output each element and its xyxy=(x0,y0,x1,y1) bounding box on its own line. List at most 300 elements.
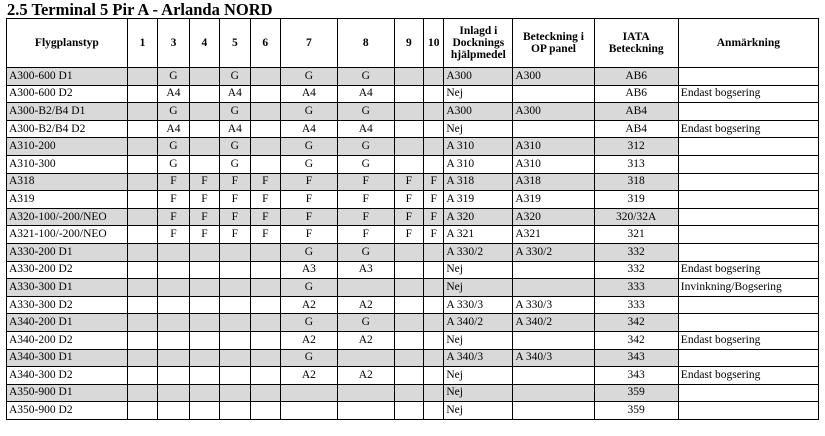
cell-gate-5 xyxy=(220,349,250,367)
cell-gate-10 xyxy=(424,261,444,279)
cell-iata: 333 xyxy=(594,296,678,314)
cell-gate-10 xyxy=(424,349,444,367)
cell-aircraft-type: A321-100/-200/NEO xyxy=(7,226,128,244)
cell-gate-6 xyxy=(250,103,280,121)
cell-gate-8 xyxy=(337,384,394,402)
cell-docking-aid: A 310 xyxy=(444,155,513,173)
cell-gate-5 xyxy=(220,367,250,385)
cell-op-panel: A320 xyxy=(513,208,594,226)
cell-gate-5: F xyxy=(220,226,250,244)
cell-gate-10: F xyxy=(424,191,444,209)
cell-gate-4 xyxy=(189,349,219,367)
cell-aircraft-type: A330-200 D2 xyxy=(7,261,128,279)
cell-iata: 313 xyxy=(594,155,678,173)
cell-op-panel: A 330/2 xyxy=(513,243,594,261)
cell-gate-1 xyxy=(127,261,157,279)
cell-gate-4 xyxy=(189,120,219,138)
cell-gate-10 xyxy=(424,243,444,261)
cell-gate-9 xyxy=(394,120,423,138)
cell-op-panel xyxy=(513,402,594,420)
cell-aircraft-type: A330-200 D1 xyxy=(7,243,128,261)
cell-gate-8: A4 xyxy=(337,85,394,103)
cell-gate-8 xyxy=(337,279,394,297)
cell-gate-9: F xyxy=(394,226,423,244)
cell-gate-3: A4 xyxy=(158,85,189,103)
cell-docking-aid: Nej xyxy=(444,367,513,385)
cell-gate-10 xyxy=(424,279,444,297)
cell-iata: AB6 xyxy=(594,68,678,86)
cell-gate-3 xyxy=(158,331,189,349)
cell-gate-8: G xyxy=(337,155,394,173)
table-row xyxy=(7,208,819,226)
cell-gate-7: G xyxy=(280,68,337,86)
cell-gate-8: F xyxy=(337,208,394,226)
header-row xyxy=(7,19,819,68)
cell-gate-8: A2 xyxy=(337,367,394,385)
cell-gate-6 xyxy=(250,261,280,279)
cell-gate-7: F xyxy=(280,191,337,209)
cell-gate-6 xyxy=(250,120,280,138)
header-gate-1: 1 xyxy=(127,19,157,68)
cell-docking-aid: Nej xyxy=(444,279,513,297)
cell-gate-3: F xyxy=(158,191,189,209)
cell-gate-8: F xyxy=(337,226,394,244)
cell-gate-6 xyxy=(250,243,280,261)
cell-gate-10 xyxy=(424,402,444,420)
cell-gate-4: F xyxy=(189,208,219,226)
cell-iata: 333 xyxy=(594,279,678,297)
cell-gate-7: G xyxy=(280,155,337,173)
cell-gate-5: G xyxy=(220,155,250,173)
cell-remark: Endast bogsering xyxy=(678,331,818,349)
cell-op-panel xyxy=(513,120,594,138)
cell-gate-6 xyxy=(250,367,280,385)
cell-gate-5 xyxy=(220,331,250,349)
cell-op-panel: A 340/2 xyxy=(513,314,594,332)
cell-gate-3 xyxy=(158,349,189,367)
cell-gate-6 xyxy=(250,138,280,156)
cell-iata: 359 xyxy=(594,402,678,420)
header-gate-4: 4 xyxy=(189,19,219,68)
cell-gate-3: A4 xyxy=(158,120,189,138)
cell-gate-5 xyxy=(220,314,250,332)
cell-gate-5: A4 xyxy=(220,120,250,138)
gate-compatibility-table xyxy=(6,18,819,420)
cell-gate-9 xyxy=(394,85,423,103)
table-row xyxy=(7,138,819,156)
cell-gate-7: G xyxy=(280,243,337,261)
cell-gate-1 xyxy=(127,384,157,402)
cell-gate-1 xyxy=(127,226,157,244)
cell-gate-8: A3 xyxy=(337,261,394,279)
cell-aircraft-type: A310-200 xyxy=(7,138,128,156)
cell-aircraft-type: A300-600 D1 xyxy=(7,68,128,86)
cell-gate-1 xyxy=(127,103,157,121)
cell-gate-1 xyxy=(127,402,157,420)
cell-gate-8: F xyxy=(337,173,394,191)
cell-gate-10 xyxy=(424,331,444,349)
cell-aircraft-type: A340-200 D1 xyxy=(7,314,128,332)
cell-op-panel: A300 xyxy=(513,103,594,121)
cell-gate-7: F xyxy=(280,208,337,226)
cell-gate-7: A2 xyxy=(280,296,337,314)
cell-remark xyxy=(678,208,818,226)
cell-remark xyxy=(678,384,818,402)
cell-gate-5: G xyxy=(220,68,250,86)
cell-iata: 359 xyxy=(594,384,678,402)
table-row xyxy=(7,367,819,385)
cell-gate-4 xyxy=(189,85,219,103)
cell-aircraft-type: A340-300 D2 xyxy=(7,367,128,385)
cell-remark: Endast bogsering xyxy=(678,367,818,385)
cell-remark xyxy=(678,68,818,86)
cell-op-panel xyxy=(513,331,594,349)
cell-gate-8: A4 xyxy=(337,120,394,138)
cell-gate-7 xyxy=(280,402,337,420)
cell-gate-9 xyxy=(394,402,423,420)
cell-remark xyxy=(678,402,818,420)
cell-docking-aid: A 330/2 xyxy=(444,243,513,261)
cell-remark xyxy=(678,155,818,173)
cell-gate-6 xyxy=(250,296,280,314)
cell-gate-8: A2 xyxy=(337,296,394,314)
cell-remark xyxy=(678,226,818,244)
header-remark: Anmärkning xyxy=(678,19,818,68)
cell-remark xyxy=(678,314,818,332)
cell-gate-1 xyxy=(127,243,157,261)
cell-gate-4 xyxy=(189,296,219,314)
table-row xyxy=(7,173,819,191)
cell-gate-3 xyxy=(158,261,189,279)
cell-gate-7 xyxy=(280,384,337,402)
cell-gate-10 xyxy=(424,155,444,173)
cell-aircraft-type: A300-600 D2 xyxy=(7,85,128,103)
cell-gate-9 xyxy=(394,279,423,297)
header-iata: IATA Beteckning xyxy=(594,19,678,68)
cell-gate-9 xyxy=(394,296,423,314)
cell-gate-3: G xyxy=(158,103,189,121)
cell-gate-3 xyxy=(158,279,189,297)
cell-docking-aid: Nej xyxy=(444,384,513,402)
cell-gate-9 xyxy=(394,384,423,402)
cell-docking-aid: A300 xyxy=(444,68,513,86)
cell-remark xyxy=(678,138,818,156)
cell-gate-7: A4 xyxy=(280,120,337,138)
table-row xyxy=(7,296,819,314)
cell-gate-5 xyxy=(220,279,250,297)
cell-op-panel: A321 xyxy=(513,226,594,244)
cell-gate-10: F xyxy=(424,208,444,226)
document-title: 2.5 Terminal 5 Pir A - Arlanda NORD xyxy=(7,0,273,19)
cell-gate-5: G xyxy=(220,103,250,121)
cell-gate-7: G xyxy=(280,314,337,332)
cell-gate-4 xyxy=(189,402,219,420)
cell-gate-1 xyxy=(127,367,157,385)
cell-gate-4 xyxy=(189,138,219,156)
cell-gate-8: G xyxy=(337,68,394,86)
cell-docking-aid: Nej xyxy=(444,261,513,279)
cell-gate-1 xyxy=(127,173,157,191)
cell-op-panel xyxy=(513,261,594,279)
cell-docking-aid: A 318 xyxy=(444,173,513,191)
table-row xyxy=(7,279,819,297)
table-row xyxy=(7,191,819,209)
cell-gate-10 xyxy=(424,384,444,402)
cell-gate-4 xyxy=(189,155,219,173)
cell-remark xyxy=(678,191,818,209)
cell-gate-1 xyxy=(127,349,157,367)
cell-gate-3 xyxy=(158,402,189,420)
cell-op-panel: A310 xyxy=(513,138,594,156)
cell-gate-3 xyxy=(158,296,189,314)
cell-iata: AB4 xyxy=(594,103,678,121)
cell-iata: 343 xyxy=(594,367,678,385)
cell-gate-1 xyxy=(127,191,157,209)
cell-gate-6: F xyxy=(250,191,280,209)
cell-gate-6 xyxy=(250,85,280,103)
cell-iata: 332 xyxy=(594,243,678,261)
cell-iata: 342 xyxy=(594,331,678,349)
cell-gate-1 xyxy=(127,155,157,173)
cell-gate-6 xyxy=(250,331,280,349)
cell-gate-3: F xyxy=(158,226,189,244)
header-gate-5: 5 xyxy=(220,19,250,68)
cell-gate-6: F xyxy=(250,226,280,244)
table-row xyxy=(7,103,819,121)
cell-gate-9 xyxy=(394,349,423,367)
header-gate-10: 10 xyxy=(424,19,444,68)
cell-gate-3: G xyxy=(158,155,189,173)
cell-gate-1 xyxy=(127,68,157,86)
table-row xyxy=(7,243,819,261)
cell-gate-8 xyxy=(337,349,394,367)
cell-iata: AB6 xyxy=(594,85,678,103)
cell-op-panel: A310 xyxy=(513,155,594,173)
cell-gate-10 xyxy=(424,85,444,103)
table-row xyxy=(7,314,819,332)
header-gate-9: 9 xyxy=(394,19,423,68)
cell-gate-9 xyxy=(394,103,423,121)
cell-gate-7: A4 xyxy=(280,85,337,103)
cell-op-panel: A300 xyxy=(513,68,594,86)
cell-gate-6: F xyxy=(250,173,280,191)
cell-aircraft-type: A300-B2/B4 D2 xyxy=(7,120,128,138)
cell-gate-9 xyxy=(394,243,423,261)
cell-gate-3 xyxy=(158,367,189,385)
cell-gate-8 xyxy=(337,402,394,420)
cell-docking-aid: Nej xyxy=(444,85,513,103)
cell-gate-10: F xyxy=(424,226,444,244)
cell-gate-7: G xyxy=(280,138,337,156)
cell-gate-3: G xyxy=(158,138,189,156)
cell-remark: Endast bogsering xyxy=(678,85,818,103)
cell-gate-4 xyxy=(189,331,219,349)
cell-docking-aid: A 321 xyxy=(444,226,513,244)
cell-gate-1 xyxy=(127,120,157,138)
cell-gate-5: F xyxy=(220,191,250,209)
cell-gate-5 xyxy=(220,384,250,402)
cell-iata: 343 xyxy=(594,349,678,367)
cell-gate-7: F xyxy=(280,173,337,191)
cell-gate-4 xyxy=(189,384,219,402)
cell-gate-10 xyxy=(424,314,444,332)
cell-iata: 332 xyxy=(594,261,678,279)
cell-iata: 312 xyxy=(594,138,678,156)
cell-gate-9 xyxy=(394,261,423,279)
cell-gate-7: G xyxy=(280,279,337,297)
cell-gate-4 xyxy=(189,314,219,332)
cell-aircraft-type: A350-900 D2 xyxy=(7,402,128,420)
cell-op-panel xyxy=(513,367,594,385)
cell-gate-7: A2 xyxy=(280,367,337,385)
cell-remark: Endast bogsering xyxy=(678,261,818,279)
header-op-panel: Beteckning i OP panel xyxy=(513,19,594,68)
cell-gate-10: F xyxy=(424,173,444,191)
cell-docking-aid: A 330/3 xyxy=(444,296,513,314)
cell-gate-10 xyxy=(424,103,444,121)
cell-iata: 320/32A xyxy=(594,208,678,226)
cell-iata: 342 xyxy=(594,314,678,332)
cell-gate-10 xyxy=(424,367,444,385)
cell-gate-8: G xyxy=(337,103,394,121)
cell-gate-9 xyxy=(394,331,423,349)
cell-gate-1 xyxy=(127,296,157,314)
cell-gate-9 xyxy=(394,155,423,173)
header-gate-3: 3 xyxy=(158,19,189,68)
cell-remark xyxy=(678,103,818,121)
cell-gate-8: A2 xyxy=(337,331,394,349)
cell-gate-1 xyxy=(127,331,157,349)
cell-docking-aid: Nej xyxy=(444,402,513,420)
cell-op-panel: A 340/3 xyxy=(513,349,594,367)
cell-docking-aid: Nej xyxy=(444,120,513,138)
table-row xyxy=(7,226,819,244)
cell-gate-9 xyxy=(394,367,423,385)
cell-iata: 321 xyxy=(594,226,678,244)
cell-gate-10 xyxy=(424,120,444,138)
cell-gate-4 xyxy=(189,103,219,121)
table-row xyxy=(7,349,819,367)
table-row xyxy=(7,261,819,279)
cell-aircraft-type: A310-300 xyxy=(7,155,128,173)
cell-aircraft-type: A318 xyxy=(7,173,128,191)
cell-gate-8: G xyxy=(337,138,394,156)
cell-gate-5 xyxy=(220,243,250,261)
cell-gate-7: A3 xyxy=(280,261,337,279)
table-row xyxy=(7,384,819,402)
cell-gate-10 xyxy=(424,68,444,86)
cell-gate-7: G xyxy=(280,103,337,121)
cell-gate-5 xyxy=(220,402,250,420)
cell-gate-6 xyxy=(250,155,280,173)
cell-gate-4 xyxy=(189,243,219,261)
cell-gate-4 xyxy=(189,261,219,279)
cell-docking-aid: Nej xyxy=(444,331,513,349)
cell-gate-9 xyxy=(394,138,423,156)
cell-gate-5: G xyxy=(220,138,250,156)
cell-remark: Endast bogsering xyxy=(678,120,818,138)
cell-gate-6: F xyxy=(250,208,280,226)
cell-gate-1 xyxy=(127,208,157,226)
cell-gate-3 xyxy=(158,384,189,402)
cell-gate-6 xyxy=(250,402,280,420)
table-row xyxy=(7,85,819,103)
table-row xyxy=(7,120,819,138)
cell-gate-8: G xyxy=(337,314,394,332)
cell-remark xyxy=(678,173,818,191)
cell-op-panel: A318 xyxy=(513,173,594,191)
cell-gate-7: G xyxy=(280,349,337,367)
cell-gate-4: F xyxy=(189,226,219,244)
cell-gate-4 xyxy=(189,68,219,86)
cell-op-panel xyxy=(513,279,594,297)
cell-gate-5: A4 xyxy=(220,85,250,103)
table-row xyxy=(7,331,819,349)
cell-gate-10 xyxy=(424,296,444,314)
cell-iata: 318 xyxy=(594,173,678,191)
cell-gate-9 xyxy=(394,68,423,86)
cell-docking-aid: A 319 xyxy=(444,191,513,209)
cell-gate-4: F xyxy=(189,191,219,209)
cell-aircraft-type: A350-900 D1 xyxy=(7,384,128,402)
header-aircraft-type: Flygplanstyp xyxy=(7,19,128,68)
table-row xyxy=(7,155,819,173)
cell-gate-7: A2 xyxy=(280,331,337,349)
cell-gate-3: F xyxy=(158,208,189,226)
header-gate-8: 8 xyxy=(337,19,394,68)
cell-aircraft-type: A319 xyxy=(7,191,128,209)
cell-gate-10 xyxy=(424,138,444,156)
cell-gate-6 xyxy=(250,349,280,367)
cell-gate-5: F xyxy=(220,173,250,191)
cell-gate-1 xyxy=(127,279,157,297)
cell-iata: 319 xyxy=(594,191,678,209)
cell-docking-aid: A 340/2 xyxy=(444,314,513,332)
cell-remark xyxy=(678,243,818,261)
cell-gate-1 xyxy=(127,314,157,332)
cell-op-panel: A 330/3 xyxy=(513,296,594,314)
cell-aircraft-type: A340-300 D1 xyxy=(7,349,128,367)
cell-gate-6 xyxy=(250,384,280,402)
cell-remark xyxy=(678,296,818,314)
header-gate-7: 7 xyxy=(280,19,337,68)
cell-aircraft-type: A300-B2/B4 D1 xyxy=(7,103,128,121)
cell-gate-6 xyxy=(250,68,280,86)
cell-docking-aid: A 310 xyxy=(444,138,513,156)
cell-gate-9 xyxy=(394,314,423,332)
cell-gate-9: F xyxy=(394,191,423,209)
cell-gate-1 xyxy=(127,85,157,103)
cell-gate-6 xyxy=(250,279,280,297)
cell-gate-4 xyxy=(189,279,219,297)
cell-gate-5 xyxy=(220,296,250,314)
table-row xyxy=(7,68,819,86)
cell-docking-aid: A300 xyxy=(444,103,513,121)
cell-aircraft-type: A340-200 D2 xyxy=(7,331,128,349)
header-docking-aid: Inlagd i Docknings hjälpmedel xyxy=(444,19,513,68)
cell-aircraft-type: A330-300 D2 xyxy=(7,296,128,314)
cell-aircraft-type: A320-100/-200/NEO xyxy=(7,208,128,226)
cell-docking-aid: A 340/3 xyxy=(444,349,513,367)
cell-gate-3: F xyxy=(158,173,189,191)
cell-remark xyxy=(678,349,818,367)
cell-gate-3 xyxy=(158,243,189,261)
cell-op-panel xyxy=(513,85,594,103)
cell-op-panel xyxy=(513,384,594,402)
cell-gate-3: G xyxy=(158,68,189,86)
cell-gate-1 xyxy=(127,138,157,156)
cell-iata: AB4 xyxy=(594,120,678,138)
